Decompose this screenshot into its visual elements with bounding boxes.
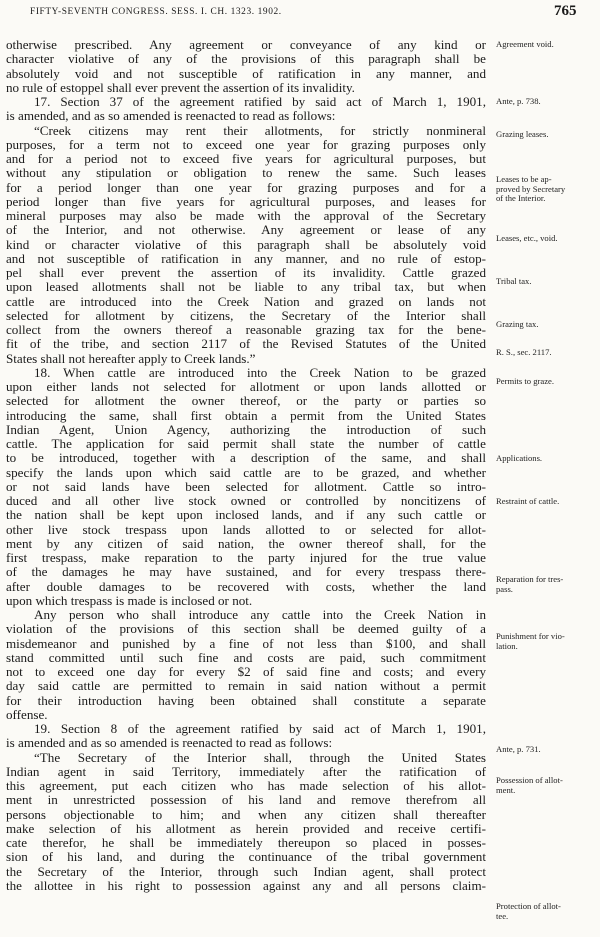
text-line: or not said lands have been selected for allotment. Cattle so intro- — [6, 479, 486, 494]
text-line: Indian agent in said Territory, immediately after the ratification of — [6, 764, 486, 779]
text-line: violation of the provisions of this section shall be deemed guilty of a — [6, 622, 486, 637]
text-line: ment by any citizen of said nation, the owner thereof shall, for the — [6, 536, 486, 551]
margin-note — [496, 632, 594, 651]
text-line: stand committed until such fine and costs are paid, such commitment — [6, 650, 486, 665]
text-line: without any stipulation or obligation to renew the same. Such leases — [6, 166, 486, 181]
text-line: absolutely void and not susceptible of ratification in any manner, and — [6, 66, 486, 81]
margin-note — [496, 776, 594, 795]
text-line: persons objectionable to him; and when any citizen shall thereafter — [6, 807, 486, 822]
margin-note — [496, 97, 594, 107]
text-line: Any person who shall introduce any cattle into the Creek Nation in — [34, 608, 486, 622]
text-line: and for a period not to exceed five years for agricultural purposes, but — [6, 152, 486, 166]
margin-note-line: Grazing tax. — [496, 319, 539, 329]
margin-note — [496, 575, 594, 594]
margin-note-line: Leases, etc., void. — [496, 233, 558, 243]
running-head: FIFTY-SEVENTH CONGRESS. SESS. I. CH. 1323. 1902. — [30, 7, 282, 17]
margin-note — [496, 497, 594, 507]
text-line: selected for allotment the owner thereof, or the party or parties so — [6, 394, 486, 409]
text-line: ment in unrestricted possession of his land and remove therefrom all — [6, 793, 486, 808]
text-line: kind or character violative of this paragraph shall be absolutely void — [6, 237, 486, 252]
text-line: upon which trespass is made is inclosed or not. — [6, 593, 253, 608]
text-line: day said cattle are permitted to remain in said nation without a permit — [6, 679, 486, 694]
text-line: offense. — [6, 707, 48, 722]
margin-note — [496, 277, 594, 287]
text-line: specify the lands upon which said cattle are to be grazed, and whether — [6, 465, 486, 480]
text-line: and not susceptible of ratification in any manner, and no rule of estop- — [6, 251, 486, 266]
text-line: to be introduced, together with a description of the same, and shall — [6, 451, 486, 466]
text-line: fit of the tribe, and section 2117 of the Revised Statutes of the United — [6, 337, 486, 352]
margin-note-line: pass. — [496, 583, 513, 594]
text-line: is amended and as so amended is reenacted to read as follows: — [6, 736, 333, 751]
text-line: other live stock trespass upon lands allotted to or selected for allot- — [6, 522, 486, 537]
margin-note-line: of the Interior. — [496, 193, 546, 203]
margin-note-line: Leases to be ap- — [496, 174, 552, 184]
text-line: sion of his land, and during the continuance of the tribal government — [6, 850, 486, 865]
text-line: is amended, and as so amended is reenacted to read as follows: — [6, 109, 336, 124]
margin-note — [496, 454, 594, 464]
margin-note-line: Permits to graze. — [496, 376, 554, 386]
margin-note-line: Ante, p. 738. — [496, 96, 541, 106]
text-line: of the Interior, and not otherwise. Any agreement or lease of any — [6, 223, 486, 238]
text-line: for a period longer than one year for grazing purposes and for a — [6, 180, 486, 195]
margin-note — [496, 745, 594, 755]
margin-note-line: R. S., sec. 2117. — [496, 347, 552, 357]
text-line: collect from the owners thereof a reasonable grazing tax for the bene- — [6, 323, 486, 337]
text-line: pel shall ever prevent the assertion of its invalidity. Cattle grazed — [6, 266, 486, 280]
running-header — [0, 0, 600, 22]
text-line: cattle are introduced into the Creek Nation and grazed on lands not — [6, 294, 486, 309]
margin-note-line: tee. — [496, 910, 509, 921]
text-line: the allottee in his right to possession against any and all persons claim- — [6, 878, 486, 893]
margin-note-line: Possession of allot- — [496, 775, 563, 785]
text-line: misdemeanor and punished by a fine of not less than $100, and shall — [6, 636, 486, 651]
margin-note-line: proved by Secretary — [496, 183, 566, 194]
text-line: 17. Section 37 of the agreement ratified by said act of March 1, 1901, — [34, 95, 486, 109]
text-line: Indian Agent, Union Agency, authorizing the introduction of such — [6, 422, 486, 437]
margin-note-line: Ante, p. 731. — [496, 744, 541, 754]
margin-note-line: Restraint of cattle. — [496, 496, 560, 506]
text-line: “The Secretary of the Interior shall, through the United States — [34, 750, 486, 765]
text-line: for their introduction having been obtained shall constitute a separate — [6, 693, 486, 708]
text-line: make selection of his allotment as herein provided and receive certifi- — [6, 821, 486, 836]
text-line: character violative of any of the provisions of this paragraph shall be — [6, 52, 486, 67]
text-line: 18. When cattle are introduced into the Creek Nation to be grazed — [34, 365, 486, 380]
text-line: upon either lands not selected for allotment or upon lands allotted or — [6, 380, 486, 394]
margin-note-line: Reparation for tres- — [496, 574, 564, 584]
text-line: upon leased allotments shall not be liable to any tribal tax, but when — [6, 280, 486, 295]
margin-note — [496, 320, 594, 330]
text-line: duced and all other live stock owned or controlled by noncitizens of — [6, 494, 486, 508]
margin-note — [496, 377, 594, 387]
margin-note-line: Grazing leases. — [496, 129, 549, 139]
text-line: this agreement, put each citizen who has made selection of his allot- — [6, 779, 486, 793]
margin-note-line: Agreement void. — [496, 39, 554, 49]
text-line: first trespass, make reparation to the party injured for the true value — [6, 551, 486, 565]
margin-note-line: lation. — [496, 640, 518, 651]
text-line: otherwise prescribed. Any agreement or conveyance of any kind or — [6, 38, 486, 52]
text-line: not to exceed one day for every $2 of said fine and costs; and every — [6, 665, 486, 679]
margin-note-line: Applications. — [496, 453, 543, 463]
text-line: introducing the same, shall first obtain a permit from the United States — [6, 408, 486, 423]
margin-note — [496, 234, 594, 244]
margin-note-line: Protection of allot- — [496, 901, 561, 911]
text-line: cate therefor, he shall be immediately thereupon so placed in posses- — [6, 836, 486, 850]
text-line: 19. Section 8 of the agreement ratified by said act of March 1, 1901, — [34, 722, 486, 736]
text-line: of the damages he may have sustained, and for every trespass there- — [6, 565, 486, 580]
text-line: “Creek citizens may rent their allotments, for strictly nonmineral — [34, 123, 486, 138]
text-line: purposes, for a term not to exceed one year for grazing purposes only — [6, 137, 486, 152]
text-line: after double damages to be recovered with costs, whether the land — [6, 579, 486, 594]
text-line: selected for allotment by citizens, the Secretary of the Interior shall — [6, 308, 486, 323]
text-line: mineral purposes may also be made with the approval of the Secretary — [6, 209, 486, 223]
page-number: 765 — [554, 3, 577, 19]
margin-note — [496, 175, 594, 204]
text-line: period longer than five years for agricultural purposes, and leases for — [6, 194, 486, 209]
margin-note — [496, 348, 594, 358]
margin-note — [496, 902, 594, 921]
text-line: no rule of estoppel shall ever prevent the assertion of its invalidity. — [6, 80, 355, 95]
text-line: States shall not hereafter apply to Creek lands.” — [6, 351, 256, 366]
margin-note — [496, 130, 594, 140]
margin-note-line: Punishment for vio- — [496, 631, 565, 641]
statute-text — [6, 38, 486, 893]
text-line: cattle. The application for said permit shall state the number of cattle — [6, 437, 486, 451]
text-line: the Secretary of the Interior, through such Indian agent, shall protect — [6, 864, 486, 879]
margin-note — [496, 40, 594, 50]
margin-note-line: Tribal tax. — [496, 276, 532, 286]
margin-note-line: ment. — [496, 784, 516, 795]
text-line: the nation shall be kept upon inclosed lands, and if any such cattle or — [6, 508, 486, 523]
